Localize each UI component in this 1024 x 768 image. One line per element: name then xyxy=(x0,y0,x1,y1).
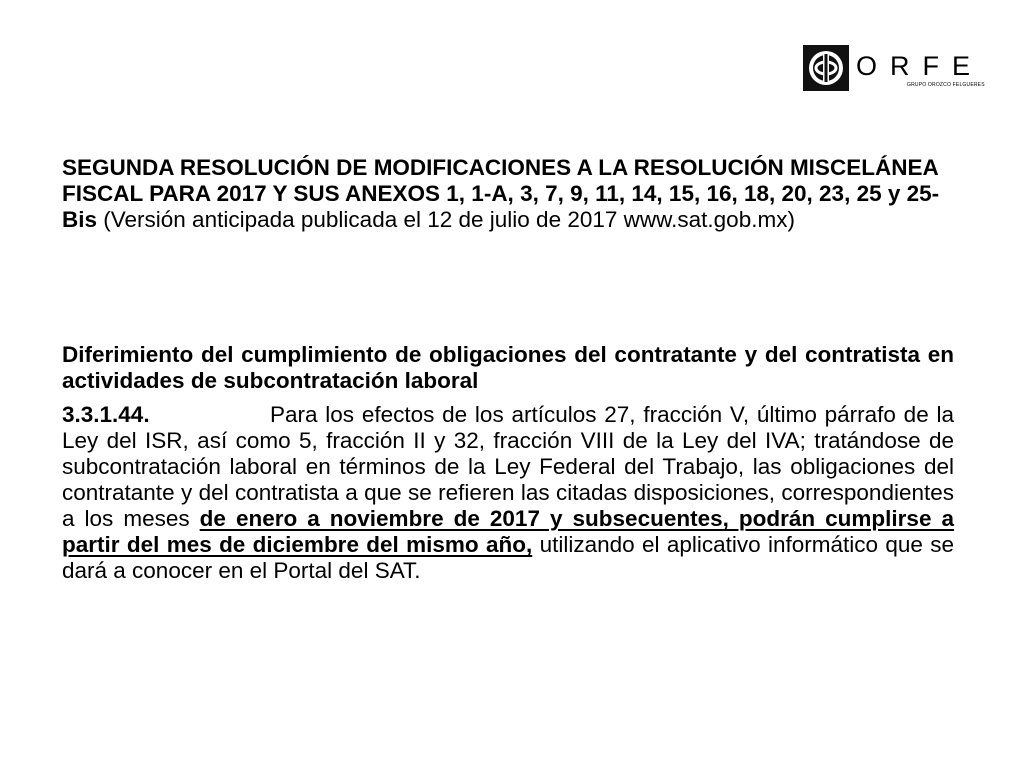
rule-paragraph xyxy=(62,402,954,584)
title-bold: SEGUNDA RESOLUCIÓN DE MODIFICACIONES A LA RESOLUCIÓN MISCELÁNEA FISCAL PARA 2017 Y SUS ANEXOS 1, 1-A, 3, 7, 9, 11, 14, 15, 16, 18, 20, 23, 25 y 25-Bis xyxy=(62,155,940,232)
rule-text-underlined: de enero a noviembre de 2017 y subsecuentes, podrán cumplirse a partir del mes de diciembre del mismo año, xyxy=(62,506,954,557)
rule-text-after: utilizando el aplicativo informático que se dará a conocer en el Portal del SAT. xyxy=(62,532,954,583)
rule-text-before: Para los efectos de los artículos 27, fracción V, último párrafo de la Ley del ISR, así como 5, fracción II y 32, fracción VIII de la Ley del IVA; tratándose de subcontratación laboral en términos de la Ley Federal del Trabajo, las obligaciones del contratante y del contratista a que se refieren las citadas disposiciones, correspondientes a los meses xyxy=(62,402,954,531)
rule-number: 3.3.1.44. xyxy=(62,402,150,427)
title-note: (Versión anticipada publicada el 12 de julio de 2017 www.sat.gob.mx) xyxy=(97,207,795,232)
document-title xyxy=(62,155,954,233)
section-heading: Diferimiento del cumplimiento de obligaciones del contratante y del contratista en actividades de subcontratación laboral xyxy=(62,342,954,393)
logo-subtitle: GRUPO OROZCO FELGUERES xyxy=(907,82,985,88)
orfe-logo xyxy=(803,45,985,95)
orfe-logo-icon xyxy=(803,45,849,91)
logo-wordmark: ORFE xyxy=(856,51,984,81)
